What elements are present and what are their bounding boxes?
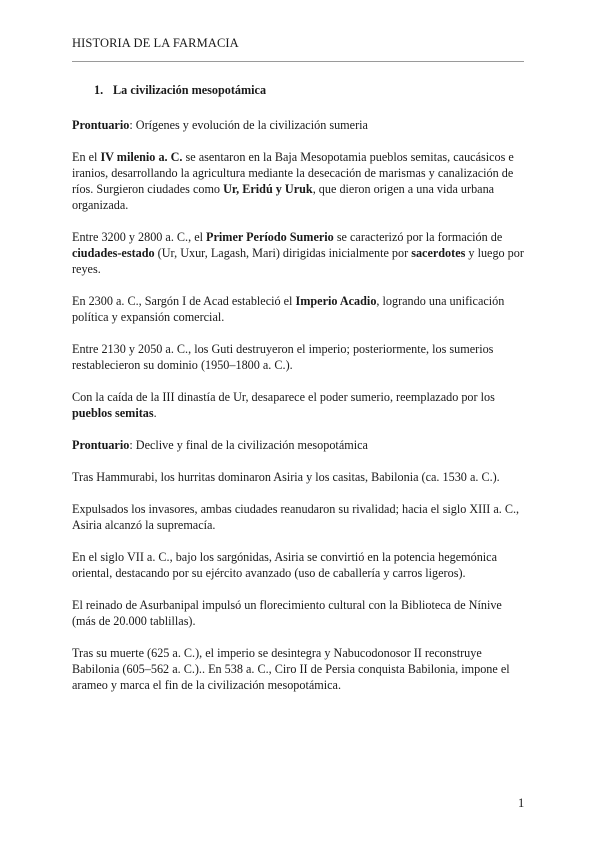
running-header: HISTORIA DE LA FARMACIA [72, 36, 239, 50]
text-run: Entre 3200 y 2800 a. C., el [72, 230, 207, 244]
header-rule [72, 61, 524, 62]
text-run: , que dieron origen a una vida urbana organizada. [72, 182, 495, 212]
text-run: En 2300 a. C., Sargón I de Acad estableció el [72, 294, 296, 308]
section-number: 1. [94, 83, 104, 97]
text-run: se asentaron en la Baja Mesopotamia pueblos semitas, caucásicos e iranios, desarrollando la agricultura mediante la desecación de marismas y canalización de ríos. Surgieron ciudades como [72, 150, 514, 196]
section-heading [94, 82, 524, 98]
text-run: . [153, 406, 157, 420]
paragraph-8: Tras Hammurabi, los hurritas dominaron Asiria y los casitas, Babilonia (ca. 1530 a. C.). [72, 470, 500, 484]
paragraph-prontuario-2 [72, 437, 524, 453]
bold-run: IV milenio a. C. [100, 150, 183, 164]
paragraph-prontuario-1 [72, 117, 524, 133]
paragraph-4 [72, 293, 524, 325]
prontuario-text: : Declive y final de la civilización mesopotámica [129, 438, 368, 452]
bold-run: ciudades-estado [72, 246, 155, 260]
prontuario-label: Prontuario [72, 438, 130, 452]
paragraph-12: Tras su muerte (625 a. C.), el imperio se desintegra y Nabucodonosor II reconstruye Babilonia (605–562 a. C.).. En 538 a. C., Ciro II de Persia conquista Babilonia, impone el arameo y marca el fin de la civilización mesopotámica. [72, 646, 510, 692]
bold-run: Primer Período Sumerio [206, 230, 334, 244]
section-title-text: La civilización mesopotámica [113, 83, 267, 97]
bold-run: pueblos semitas [72, 406, 154, 420]
text-run: En el [72, 150, 101, 164]
paragraph-6 [72, 389, 524, 421]
prontuario-label: Prontuario [72, 118, 130, 132]
paragraph-5: Entre 2130 y 2050 a. C., los Guti destruyeron el imperio; posteriormente, los sumerios restablecieron su dominio (1950–1800 a. C.). [72, 342, 494, 372]
text-run: y luego por reyes. [72, 246, 524, 276]
paragraph-10: En el siglo VII a. C., bajo los sargónidas, Asiria se convirtió en la potencia hegemónica oriental, destacando por su ejército avanzado (uso de caballería y carros ligeros). [72, 550, 497, 580]
text-run: Con la caída de la III dinastía de Ur, desaparece el poder sumerio, reemplazado por los [72, 390, 495, 404]
bold-run: Imperio Acadio [295, 294, 377, 308]
bold-run: Ur, Eridú y Uruk [223, 182, 313, 196]
text-run: (Ur, Uxur, Lagash, Mari) dirigidas inicialmente por [154, 246, 412, 260]
paragraph-3 [72, 229, 524, 277]
paragraph-2 [72, 149, 524, 213]
page-number: 1 [518, 796, 525, 810]
text-run: , logrando una unificación política y expansión comercial. [72, 294, 505, 324]
paragraph-9: Expulsados los invasores, ambas ciudades reanudaron su rivalidad; hacia el siglo XIII a. C., Asiria alcanzó la supremacía. [72, 502, 520, 532]
prontuario-text: : Orígenes y evolución de la civilización sumeria [129, 118, 368, 132]
paragraph-11: El reinado de Asurbanipal impulsó un florecimiento cultural con la Biblioteca de Nínive (más de 20.000 tablillas). [72, 598, 502, 628]
document-body [72, 82, 524, 709]
bold-run: sacerdotes [411, 246, 466, 260]
text-run: se caracterizó por la formación de [333, 230, 503, 244]
